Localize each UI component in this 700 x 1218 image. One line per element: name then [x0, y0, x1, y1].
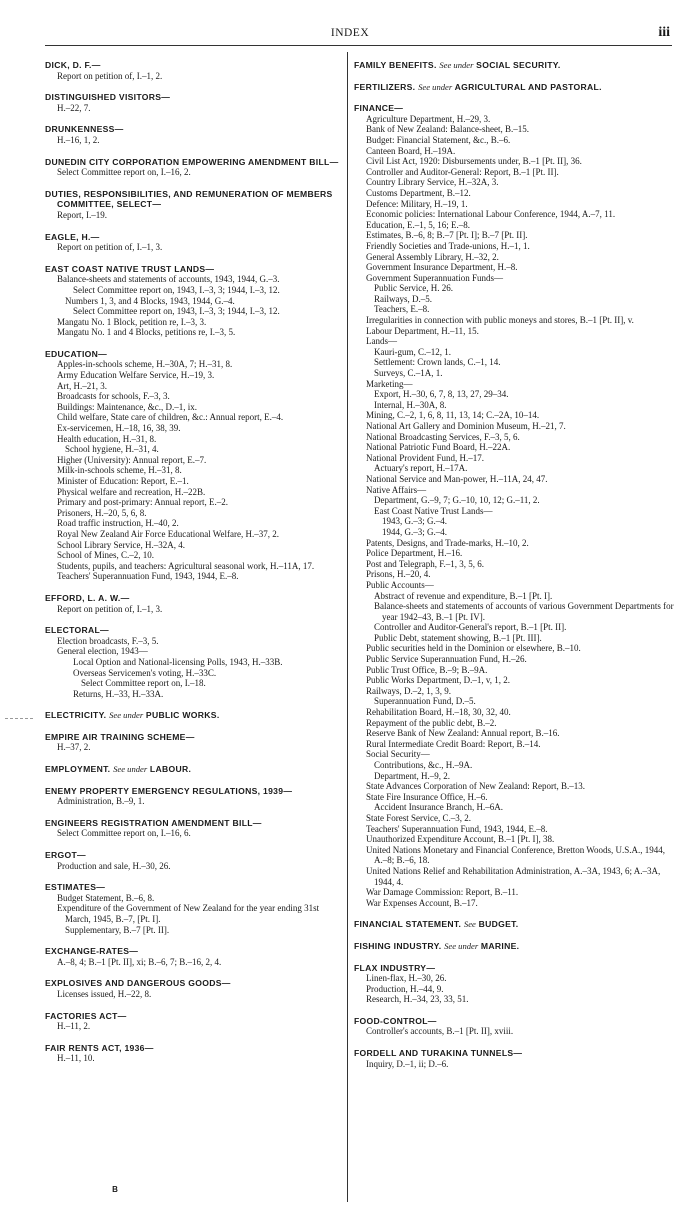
entry-line: National Patriotic Fund Board, H.–22A. — [366, 442, 511, 453]
entry-line: East Coast Native Trust Lands— — [374, 505, 493, 516]
entry-line: Customs Department, B.–12. — [366, 187, 471, 198]
entry-line: Apples-in-schools scheme, H.–30A, 7; H.–31, 8. — [57, 359, 233, 370]
entry-heading-text: ELECTRICITY. — [45, 710, 107, 721]
entry-heading-text: EMPLOYMENT. — [45, 764, 111, 775]
see-reference-label: See under — [444, 940, 479, 951]
header-rule — [45, 45, 672, 46]
entry-line: School hygiene, H.–31, 4. — [65, 444, 159, 455]
entry-line: Broadcasts for schools, F.–3, 3. — [57, 391, 170, 402]
entry-line: Unauthorized Expenditure Account, B.–1 [Pt. I], 38. — [366, 834, 555, 845]
entry-line: Licenses issued, H.–22, 8. — [57, 988, 152, 999]
entry-heading-text: EXCHANGE-RATES— — [45, 946, 139, 957]
index-entry — [354, 963, 674, 1005]
entry-heading-text: FERTILIZERS. — [354, 81, 416, 92]
entry-line: Mangatu No. 1 and 4 Blocks, petitions re, I.–3, 5. — [57, 327, 236, 338]
entry-line: School of Mines, C.–2, 10. — [57, 550, 155, 561]
entry-line: Department, G.–9, 7; G.–10, 10, 12; G.–11, 2. — [374, 495, 540, 506]
entry-line: Kauri-gum, C.–12, 1. — [374, 346, 451, 357]
index-entry — [354, 1016, 674, 1037]
index-entry — [45, 189, 343, 221]
entry-heading — [45, 850, 343, 861]
entry-heading — [45, 732, 343, 743]
index-entry — [45, 850, 343, 871]
entry-line: H.–11, 10. — [57, 1053, 95, 1064]
entry-heading — [354, 60, 674, 71]
entry-heading — [45, 232, 343, 243]
entry-heading-text: EAGLE, H.— — [45, 231, 100, 242]
page-number: iii — [658, 25, 670, 40]
entry-line: Public Debt, statement showing, B.–1 [Pt. III]. — [374, 632, 542, 643]
entry-line: Actuary's report, H.–17A. — [374, 463, 468, 474]
entry-line: Select Committee report on, I.–16, 2. — [57, 167, 191, 178]
see-reference-label: See under — [439, 60, 474, 70]
index-entry — [45, 946, 343, 967]
index-entry — [354, 103, 674, 908]
index-entry — [45, 978, 343, 999]
entry-heading-text: FAIR RENTS ACT, 1936— — [45, 1042, 154, 1053]
entry-heading-text: EFFORD, L. A. W.— — [45, 592, 130, 603]
entry-line: Export, H.–30, 6, 7, 8, 13, 27, 29–34. — [374, 389, 509, 400]
entry-line: Agriculture Department, H.–29, 3. — [366, 113, 491, 124]
entry-heading-text: FINANCIAL STATEMENT. — [354, 919, 462, 930]
entry-heading — [45, 1011, 343, 1022]
index-entry — [45, 1011, 343, 1032]
index-entry — [354, 1048, 674, 1069]
entry-line: Mining, C.–2, 1, 6, 8, 11, 13, 14; C.–2A, 10–14. — [366, 410, 540, 421]
entry-line: Expenditure of the Government of New Zealand for the year ending 31st March, 1945, B.–7, [Pt. I]. — [57, 903, 320, 924]
entry-heading — [45, 1043, 343, 1054]
entry-heading — [354, 1016, 674, 1027]
entry-heading-text: ENGINEERS REGISTRATION AMENDMENT BILL— — [45, 817, 262, 828]
index-entry — [45, 157, 343, 178]
entry-line: Defence: Military, H.–19, 1. — [366, 198, 468, 209]
entry-heading — [45, 625, 343, 636]
entry-line: Inquiry, D.–1, ii; D.–6. — [366, 1058, 449, 1069]
index-entry — [45, 349, 343, 582]
entry-line: Report on petition of, I.–1, 2. — [57, 70, 163, 81]
entry-line: Balance-sheets and statements of accounts, 1943, 1944, G.–3. — [57, 274, 280, 285]
index-entry — [354, 60, 674, 71]
see-reference-label: See — [463, 919, 476, 930]
see-reference-target: PUBLIC WORKS. — [145, 710, 220, 721]
entry-line: Education, E.–1, 5, 16; E.–8. — [366, 219, 470, 230]
entry-heading — [45, 978, 343, 989]
entry-heading-text: EAST COAST NATIVE TRUST LANDS— — [45, 263, 215, 274]
see-reference-target: BUDGET. — [478, 919, 519, 930]
entry-heading — [45, 92, 343, 103]
entry-heading-text: DUNEDIN CITY CORPORATION EMPOWERING AMENDMENT BILL— — [45, 156, 339, 167]
entry-line: Labour Department, H.–11, 15. — [366, 325, 479, 336]
entry-line: Canteen Board, H.–19A. — [366, 145, 456, 156]
entry-line: Students, pupils, and teachers: Agricultural seasonal work, H.–11A, 17. — [57, 560, 315, 571]
entry-line: Research, H.–34, 23, 33, 51. — [366, 994, 469, 1005]
entry-line: Friendly Societies and Trade-unions, H.–1, 1. — [366, 240, 530, 251]
entry-line: Select Committee report on, I.–18. — [81, 678, 206, 689]
entry-line: Milk-in-schools scheme, H.–31, 8. — [57, 465, 182, 476]
entry-heading-text: ERGOT— — [45, 850, 86, 861]
entry-line: Native Affairs— — [366, 484, 427, 495]
index-entry — [45, 1043, 343, 1064]
entry-line: Election broadcasts, F.–3, 5. — [57, 635, 159, 646]
entry-line: United Nations Relief and Rehabilitation Administration, A.–3A, 1943, 6; A.–3A, 1944, 4. — [366, 865, 661, 887]
entry-heading-text: FOOD-CONTROL— — [354, 1015, 437, 1026]
index-entry — [354, 919, 674, 930]
entry-line: Minister of Education: Report, E.–1. — [57, 476, 189, 486]
entry-line: Teachers' Superannuation Fund, 1943, 1944, E.–8. — [366, 823, 548, 834]
entry-line: Select Committee report on, 1943, I.–3, 3; 1944, I.–3, 12. — [73, 306, 280, 317]
entry-line: War Damage Commission: Report, B.–11. — [366, 887, 519, 898]
index-entry — [45, 818, 343, 839]
see-reference-label: See under — [109, 710, 144, 721]
entry-heading-text: DUTIES, RESPONSIBILITIES, AND REMUNERATION OF MEMBERS COMMITTEE, SELECT— — [45, 188, 333, 210]
entry-heading-text: FLAX INDUSTRY— — [354, 962, 436, 973]
entry-line: Budget Statement, B.–6, 8. — [57, 892, 155, 903]
entry-line: Country Library Service, H.–32A, 3. — [366, 177, 499, 188]
entry-heading-text: FORDELL AND TURAKINA TUNNELS— — [354, 1048, 523, 1059]
entry-line: Road traffic instruction, H.–40, 2. — [57, 518, 179, 529]
signature-mark: B — [112, 1185, 118, 1194]
entry-line: Ex-servicemen, H.–18, 16, 38, 39. — [57, 423, 181, 434]
index-entry — [45, 232, 343, 253]
entry-heading — [45, 882, 343, 893]
index-entry — [45, 882, 343, 935]
entry-line: Abstract of revenue and expenditure, B.–1 [Pt. I]. — [374, 590, 553, 601]
entry-line: Primary and post-primary: Annual report, E.–2. — [57, 497, 228, 508]
entry-line: 1943, G.–3; G.–4. — [382, 516, 447, 527]
index-entry — [45, 732, 343, 753]
entry-heading-text: ENEMY PROPERTY EMERGENCY REGULATIONS, 1939— — [45, 785, 293, 796]
entry-heading — [354, 941, 674, 952]
entry-line: General election, 1943— — [57, 646, 148, 657]
entry-heading — [45, 60, 343, 71]
entry-line: Internal, H.–30A, 8. — [374, 399, 447, 410]
entry-line: Health education, H.–31, 8. — [57, 433, 157, 444]
entry-line: Royal New Zealand Air Force Educational Welfare, H.–37, 2. — [57, 528, 280, 539]
entry-line: Railways, D.–5. — [374, 293, 432, 304]
entry-line: War Expenses Account, B.–17. — [366, 897, 478, 908]
index-column-left — [45, 60, 343, 1075]
entry-heading-text: FAMILY BENEFITS. — [354, 60, 437, 70]
entry-line: Report on petition of, I.–1, 3. — [57, 603, 163, 614]
entry-line: Reserve Bank of New Zealand: Annual report, B.–16. — [366, 728, 560, 739]
entry-line: Overseas Servicemen's voting, H.–33C. — [73, 667, 217, 678]
entry-line: Higher (University): Annual report, E.–7. — [57, 454, 207, 465]
entry-line: Controller and Auditor-General's report, B.–1 [Pt. II]. — [374, 622, 567, 633]
index-entry — [45, 786, 343, 807]
entry-line: Balance-sheets and statements of accounts of various Government Departments for year 1942–43, B.–1 [Pt. IV]. — [374, 601, 674, 622]
entry-line: Lands— — [366, 336, 397, 347]
column-divider — [347, 52, 348, 1202]
entry-line: State Fire Insurance Office, H.–6. — [366, 791, 488, 802]
page-header-title: INDEX — [330, 27, 370, 39]
entry-line: National Art Gallery and Dominion Museum, H.–21, 7. — [366, 421, 566, 431]
entry-heading — [45, 157, 343, 168]
entry-line: Controller and Auditor-General: Report, B.–1 [Pt. II]. — [366, 166, 559, 177]
entry-heading — [45, 189, 343, 210]
entry-line: Budget: Financial Statement, &c., B.–6. — [366, 134, 511, 145]
entry-heading — [45, 710, 343, 721]
entry-heading — [354, 103, 674, 114]
entry-heading-text: FISHING INDUSTRY. — [354, 940, 442, 951]
entry-line: Public Trust Office, B.–9; B.–9A. — [366, 664, 488, 675]
entry-line: State Advances Corporation of New Zealand: Report, B.–13. — [366, 781, 585, 792]
entry-heading — [45, 818, 343, 829]
entry-line: H.–22, 7. — [57, 102, 91, 113]
entry-heading — [45, 264, 343, 275]
entry-line: Public Accounts— — [366, 579, 434, 590]
entry-line: Surveys, C.–1A, 1. — [374, 368, 443, 379]
entry-line: Art, H.–21, 3. — [57, 380, 107, 391]
see-reference-target: SOCIAL SECURITY. — [476, 60, 561, 70]
entry-line: Rehabilitation Board, H.–18, 30, 32, 40. — [366, 707, 511, 718]
entry-line: Administration, B.–9, 1. — [57, 796, 145, 807]
entry-line: Settlement: Crown lands, C.–1, 14. — [374, 357, 501, 368]
entry-line: H.–16, 1, 2. — [57, 134, 100, 145]
entry-heading — [354, 1048, 674, 1059]
entry-line: Government Insurance Department, H.–8. — [366, 262, 518, 273]
index-entry — [45, 60, 343, 81]
entry-line: Returns, H.–33, H.–33A. — [73, 688, 164, 699]
index-entry — [45, 764, 343, 775]
entry-line: Patents, Designs, and Trade-marks, H.–10, 2. — [366, 537, 529, 548]
entry-line: Contributions, &c., H.–9A. — [374, 760, 473, 770]
entry-heading-text: FINANCE— — [354, 103, 404, 114]
entry-line: National Provident Fund, H.–17. — [366, 452, 484, 463]
entry-line: H.–11, 2. — [57, 1021, 91, 1032]
entry-line: Select Committee report on, I.–16, 6. — [57, 828, 191, 839]
entry-line: State Forest Service, C.–3, 2. — [366, 812, 471, 823]
entry-heading — [354, 919, 674, 930]
index-entry — [45, 264, 343, 338]
entry-heading — [354, 963, 674, 974]
entry-line: Irregularities in connection with public moneys and stores, B.–1 [Pt. II], v. — [366, 315, 634, 326]
entry-heading-text: EXPLOSIVES AND DANGEROUS GOODS— — [45, 978, 231, 989]
entry-line: Select Committee report on, 1943, I.–3, 3; 1944, I.–3, 12. — [73, 284, 280, 295]
index-entry — [45, 625, 343, 699]
entry-line: Public Works Department, D.–1, v, 1, 2. — [366, 675, 511, 686]
entry-heading-text: ESTIMATES— — [45, 882, 106, 893]
entry-line: Report on petition of, I.–1, 3. — [57, 242, 163, 253]
entry-line: Linen-flax, H.–30, 26. — [366, 973, 447, 984]
entry-line: Accident Insurance Branch, H.–6A. — [374, 802, 503, 813]
entry-line: Rural Intermediate Credit Board: Report, B.–14. — [366, 738, 541, 749]
entry-heading — [354, 82, 674, 93]
entry-line: Army Education Welfare Service, H.–19, 3. — [57, 370, 215, 381]
entry-line: Social Security— — [366, 749, 430, 760]
index-column-right — [354, 60, 674, 1080]
index-entry — [45, 124, 343, 145]
entry-heading — [45, 349, 343, 360]
entry-line: Local Option and National-licensing Polls, 1943, H.–33B. — [73, 656, 283, 667]
entry-line: Prisoners, H.–20, 5, 6, 8. — [57, 507, 147, 518]
entry-heading-text: EMPIRE AIR TRAINING SCHEME— — [45, 731, 195, 742]
entry-line: Repayment of the public debt, B.–2. — [366, 717, 497, 728]
entry-heading — [45, 124, 343, 135]
entry-line: Government Superannuation Funds— — [366, 272, 503, 283]
entry-line: National Broadcasting Services, F.–3, 5, 6. — [366, 431, 520, 442]
entry-heading-text: DISTINGUISHED VISITORS— — [45, 92, 171, 103]
entry-line: Estimates, B.–6, 8; B.–7 [Pt. I]; B.–7 [Pt. II]. — [366, 230, 528, 241]
entry-line: Production and sale, H.–30, 26. — [57, 860, 171, 871]
entry-line: School Library Service, H.–32A, 4. — [57, 539, 185, 550]
entry-heading — [45, 786, 343, 797]
entry-line: General Assembly Library, H.–32, 2. — [366, 251, 499, 262]
entry-line: Post and Telegraph, F.–1, 3, 5, 6. — [366, 558, 484, 569]
see-reference-target: LABOUR. — [149, 764, 192, 775]
index-entry — [45, 593, 343, 614]
entry-line: Controller's accounts, B.–1 [Pt. II], xviii. — [366, 1026, 514, 1037]
entry-line: Marketing— — [366, 378, 413, 389]
entry-line: Bank of New Zealand: Balance-sheet, B.–15. — [366, 124, 529, 135]
entry-line: Railways, D.–2, 1, 3, 9. — [366, 685, 451, 696]
index-entry — [354, 82, 674, 93]
entry-heading-text: ELECTORAL— — [45, 625, 109, 636]
entry-line: Numbers 1, 3, and 4 Blocks, 1943, 1944, G.–4. — [65, 295, 235, 306]
entry-heading-text: FACTORIES ACT— — [45, 1010, 127, 1021]
margin-mark — [5, 718, 33, 719]
entry-line: H.–37, 2. — [57, 742, 91, 753]
index-entry — [354, 941, 674, 952]
entry-line: Superannuation Fund, D.–5. — [374, 696, 476, 707]
entry-line: Report, I.–19. — [57, 209, 107, 220]
entry-line: Department, H.–9, 2. — [374, 770, 450, 781]
entry-line: Buildings: Maintenance, &c., D.–1, ix. — [57, 401, 197, 412]
entry-line: Physical welfare and recreation, H.–22B. — [57, 486, 206, 497]
entry-line: National Service and Man-power, H.–11A, 24, 47. — [366, 473, 548, 484]
entry-line: 1944, G.–3; G.–4. — [382, 526, 447, 537]
entry-line: Public Service, H. 26. — [374, 283, 453, 294]
entry-line: Public securities held in the Dominion or elsewhere, B.–10. — [366, 643, 581, 654]
entry-heading — [45, 946, 343, 957]
see-reference-target: AGRICULTURAL AND PASTORAL. — [454, 81, 602, 92]
entry-heading — [45, 764, 343, 775]
entry-line: Mangatu No. 1 Block, petition re, I.–3, 3. — [57, 316, 207, 327]
see-reference-label: See under — [418, 81, 453, 92]
entry-line: A.–8, 4; B.–1 [Pt. II], xi; B.–6, 7; B.–16, 2, 4. — [57, 956, 222, 967]
entry-line: Police Department, H.–16. — [366, 548, 463, 559]
entry-line: Teachers' Superannuation Fund, 1943, 1944, E.–8. — [57, 571, 239, 582]
entry-line: Economic policies: International Labour Conference, 1944, A.–7, 11. — [366, 209, 616, 220]
see-reference-target: MARINE. — [480, 940, 520, 951]
entry-line: Public Service Superannuation Fund, H.–26. — [366, 654, 527, 665]
entry-line: Prisons, H.–20, 4. — [366, 569, 431, 580]
entry-heading-text: DRUNKENNESS— — [45, 124, 124, 135]
entry-line: Teachers, E.–8. — [374, 304, 430, 315]
entry-line: Civil List Act, 1920: Disbursements under, B.–1 [Pt. II], 36. — [366, 156, 582, 167]
entry-line: Supplementary, B.–7 [Pt. II]. — [65, 924, 170, 935]
entry-line: Child welfare, State care of children, &c.: Annual report, E.–4. — [57, 412, 284, 423]
index-entry — [45, 710, 343, 721]
entry-line: United Nations Monetary and Financial Conference, Bretton Woods, U.S.A., 1944, A.–8; B.–6, 18. — [366, 844, 666, 866]
entry-heading-text: DICK, D. F.— — [45, 60, 101, 70]
entry-line: Production, H.–44, 9. — [366, 983, 444, 994]
entry-heading — [45, 593, 343, 604]
entry-heading-text: EDUCATION— — [45, 348, 108, 359]
index-entry — [45, 92, 343, 113]
see-reference-label: See under — [113, 764, 148, 775]
